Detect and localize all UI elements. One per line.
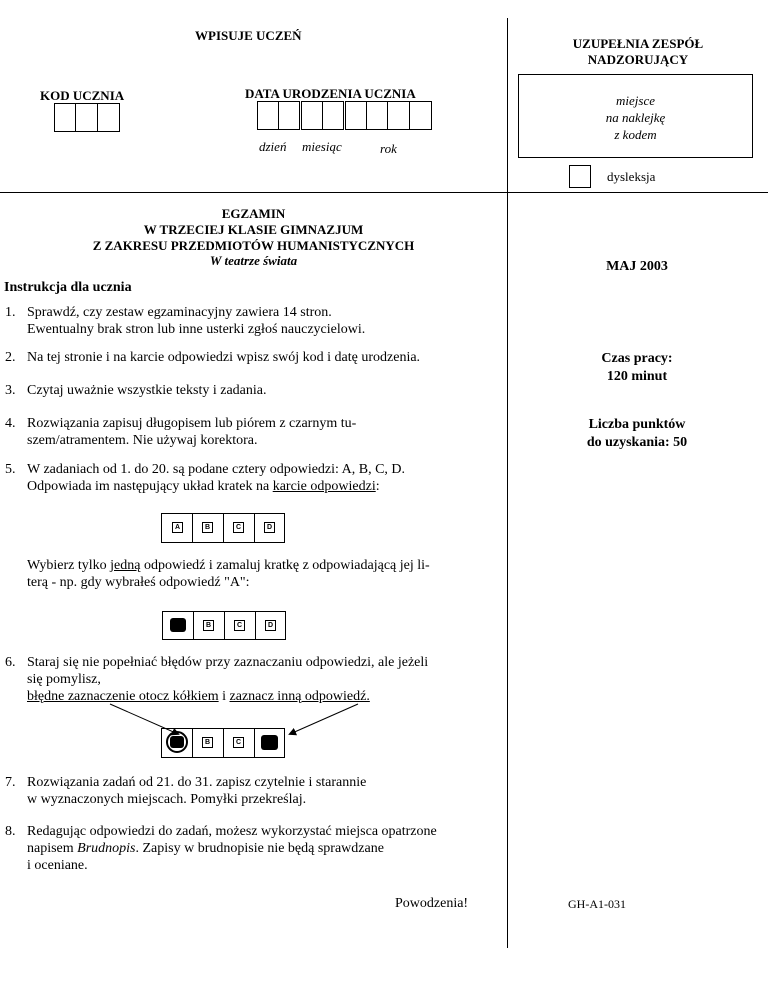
instruction-8: 8. Redagując odpowiedzi do zadań, możesz wykorzystać miejsca opatrzone napisem Brudnopis. Zapisy w brudnopisie nie będą sprawdzane i oceniane.: [5, 824, 437, 873]
exam-date: MAJ 2003: [606, 259, 668, 274]
arrow-to-new-answer: [290, 704, 358, 734]
exam-subtitle: W teatrze świata: [209, 253, 298, 268]
month-label: miesiąc: [302, 139, 342, 154]
instruction-2: 2. Na tej stronie i na karcie odpowiedzi wpisz swój kod i datę urodzenia.: [5, 350, 421, 365]
dyslexia-label: dysleksja: [607, 169, 656, 184]
instruction-4: 4. Rozwiązania zapisuj długopisem lub piórem z czarnym tu- szem/atramentem. Nie używaj korektora.: [5, 416, 357, 448]
student-code-label: KOD UCZNIA: [40, 88, 125, 103]
filled-box-a: [170, 736, 184, 748]
year-label: rok: [380, 141, 397, 156]
answer-box-c: C: [234, 620, 245, 631]
instruction-6: 6. Staraj się nie popełniać błędów przy zaznaczaniu odpowiedzi, ale jeżeli się pomylisz, błędne zaznaczenie otocz kółkiem i zaznacz inną odpowiedź.: [5, 655, 429, 704]
answer-box-d: D: [265, 620, 276, 631]
exam-code: GH-A1-031: [568, 897, 626, 911]
instructions-heading: Instrukcja dla ucznia: [4, 280, 132, 295]
answer-box-d: D: [264, 522, 275, 533]
instruction-5: 5. W zadaniach od 1. do 20. są podane cztery odpowiedzi: A, B, C, D. Odpowiada im następujący układ kratek na karcie odpowiedzi:: [5, 462, 406, 494]
choose-one-instruction: Wybierz tylko jedną odpowiedź i zamaluj kratkę z odpowiadającą jej li- terą - np. gdy wybrałeś odpowiedź "A":: [27, 558, 430, 590]
supervisors-fill-label: UZUPEŁNIA ZESPÓŁ NADZORUJĄCY: [572, 36, 704, 67]
good-luck: Powodzenia!: [395, 896, 469, 911]
birth-date-label: DATA URODZENIA UCZNIA: [245, 86, 416, 101]
student-fills-label: WPISUJE UCZEŃ: [195, 28, 302, 43]
instruction-3: 3. Czytaj uważnie wszystkie teksty i zadania.: [5, 383, 267, 398]
answer-box-b: B: [202, 737, 213, 748]
points-info: Liczba punktów do uzyskania: 50: [586, 417, 688, 450]
answer-box-b: B: [202, 522, 213, 533]
answer-box-c: C: [233, 737, 244, 748]
exam-title: EGZAMIN W TRZECIEJ KLASIE GIMNAZJUM Z ZAKRESU PRZEDMIOTÓW HUMANISTYCZNYCH: [92, 206, 415, 253]
answer-grid-correction-example: [161, 728, 285, 758]
sticker-label: miejsce na naklejkę z kodem: [605, 93, 666, 142]
day-label: dzień: [259, 139, 287, 154]
instruction-1: 1. Sprawdź, czy zestaw egzaminacyjny zawiera 14 stron. Ewentualny brak stron lub inne usterki zgłoś nauczycielowi.: [5, 305, 366, 337]
answer-box-a: A: [172, 522, 183, 533]
instruction-7: 7. Rozwiązania zadań od 21. do 31. zapisz czytelnie i starannie w wyznaczonych miejscach. Pomyłki przekreślaj.: [5, 775, 367, 807]
time-info: Czas pracy: 120 minut: [601, 351, 673, 384]
answer-box-c: C: [233, 522, 244, 533]
filled-box-d: [261, 735, 278, 750]
answer-box-b: B: [203, 620, 214, 631]
